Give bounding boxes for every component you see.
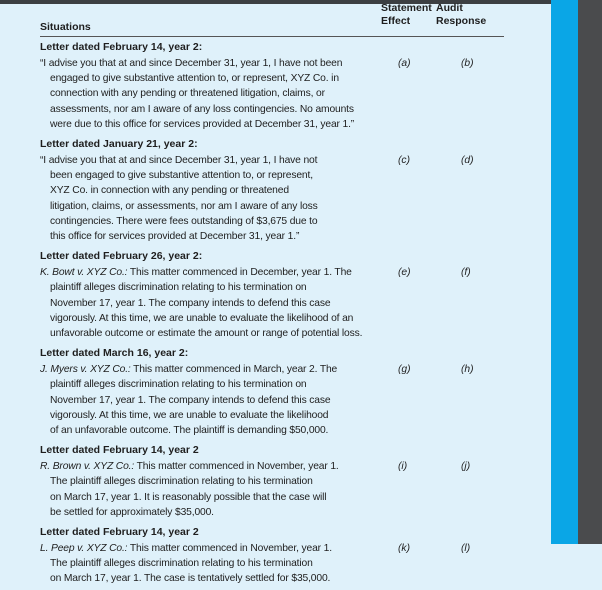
header-text: Audit: [436, 2, 463, 14]
statement-effect-label: (i): [398, 461, 408, 473]
situation-text-line: November 17, year 1. The company intends to defend this case: [50, 297, 331, 309]
situation-text: This matter commenced in March, year 2. The: [130, 364, 338, 376]
situation-text-line: “I advise you that at and since December 31, year 1, I have not been: [40, 58, 343, 69]
statement-effect-label: (e): [398, 267, 411, 279]
audit-response-label: (j): [461, 461, 471, 473]
audit-response-label: (d): [461, 155, 474, 167]
header-text: Response: [436, 15, 487, 27]
situation-section: [40, 247, 510, 344]
situation-text-line: of an unfavorable outcome. The plaintiff is demanding $50,000.: [50, 425, 329, 437]
situation-text-line: unfavorable outcome or estimate the amount or range of potential loss.: [50, 328, 363, 340]
situation-text-line: The plaintiff alleges discrimination relating to his termination: [50, 476, 313, 488]
header-situations: Situations: [40, 21, 91, 33]
situation-text-line: been engaged to give substantive attention to, or represent,: [50, 170, 313, 182]
situation-text-line: plaintiff alleges discrimination relating to his termination on: [50, 379, 307, 391]
situations-list: [40, 38, 510, 590]
situation-row: [40, 153, 510, 247]
situation-section: [40, 38, 510, 135]
situation-text-line: [40, 362, 510, 377]
statement-effect-label: (g): [398, 364, 411, 376]
header-text: Statement: [381, 2, 432, 14]
header-statement-effect: [381, 2, 432, 28]
letter-heading: Letter dated February 14, year 2:: [40, 41, 203, 53]
letter-heading: Letter dated February 14, year 2: [40, 526, 199, 539]
case-name: J. Myers v. XYZ Co.:: [40, 364, 131, 376]
situation-text-line: be settled for approximately $35,000.: [50, 506, 214, 518]
situation-section: [40, 523, 510, 590]
statement-effect-label: (a): [398, 58, 411, 69]
situation-row: [40, 265, 510, 344]
situation-text: This matter commenced in November, year 1.: [127, 543, 332, 555]
situation-text-line: on March 17, year 1. The case is tentatively settled for $35,000.: [50, 573, 331, 585]
situation-text-line: vigorously. At this time, we are unable to evaluate the likelihood of an: [50, 312, 354, 324]
situation-text: This matter commenced in November, year 1.: [134, 461, 339, 473]
audit-response-label: (l): [461, 543, 471, 555]
situation-section: [40, 135, 510, 247]
situation-text-line: November 17, year 1. The company intends to defend this case: [50, 394, 331, 406]
situation-text-line: on March 17, year 1. It is reasonably possible that the case will: [50, 491, 327, 503]
situation-section: [40, 441, 510, 523]
situation-text-line: litigation, claims, or assessments, nor am I aware of any loss: [50, 200, 318, 212]
audit-response-label: (h): [461, 364, 474, 376]
viewer-scroll-area[interactable]: [578, 0, 602, 544]
header-audit-response: [436, 2, 486, 28]
audit-response-label: (b): [461, 58, 474, 69]
situation-text-line: this office for services provided at December 31, year 1.”: [50, 231, 300, 243]
header-text: Effect: [381, 15, 411, 27]
situation-text-line: XYZ Co. in connection with any pending or threatened: [50, 185, 289, 197]
situation-row: [40, 541, 510, 590]
statement-effect-label: (c): [398, 155, 411, 167]
letter-heading: Letter dated February 26, year 2:: [40, 250, 203, 263]
situation-text-line: “I advise you that at and since December 31, year 1, I have not: [40, 155, 318, 167]
situation-row: [40, 459, 510, 523]
situation-text: This matter commenced in December, year 1. The: [127, 267, 352, 279]
situation-text-line: vigorously. At this time, we are unable to evaluate the likelihood: [50, 409, 329, 421]
audit-response-label: (f): [461, 267, 471, 279]
case-name: K. Bowt v. XYZ Co.:: [40, 267, 128, 279]
situation-text-line: assessments, nor am I aware of any loss contingencies. No amounts: [50, 103, 354, 115]
situation-text-line: engaged to give substantive attention to, or represent, XYZ Co. in: [50, 73, 339, 85]
situation-row: [40, 56, 510, 135]
situation-section: [40, 344, 510, 441]
letter-heading: Letter dated February 14, year 2: [40, 444, 199, 457]
accent-side-bar: [551, 0, 578, 544]
situation-text-line: contingencies. There were fees outstanding of $3,675 due to: [50, 215, 318, 227]
letter-heading: Letter dated January 21, year 2:: [40, 138, 198, 151]
situation-text-line: [40, 459, 510, 474]
situation-row: [40, 362, 510, 441]
table-header: [40, 2, 504, 37]
case-name: R. Brown v. XYZ Co.:: [40, 461, 135, 473]
situation-text-line: were due to this office for services provided at December 31, year 1.”: [50, 118, 355, 130]
situation-text-line: The plaintiff alleges discrimination relating to his termination: [50, 558, 313, 570]
situation-text-line: [40, 541, 510, 556]
case-name: L. Peep v. XYZ Co.:: [40, 543, 128, 555]
situation-text-line: plaintiff alleges discrimination relating to his termination on: [50, 282, 307, 294]
situation-text-line: [40, 265, 510, 280]
letter-heading: Letter dated March 16, year 2:: [40, 347, 189, 360]
statement-effect-label: (k): [398, 543, 411, 555]
situation-text-line: connection with any pending or threatened litigation, claims, or: [50, 88, 325, 100]
